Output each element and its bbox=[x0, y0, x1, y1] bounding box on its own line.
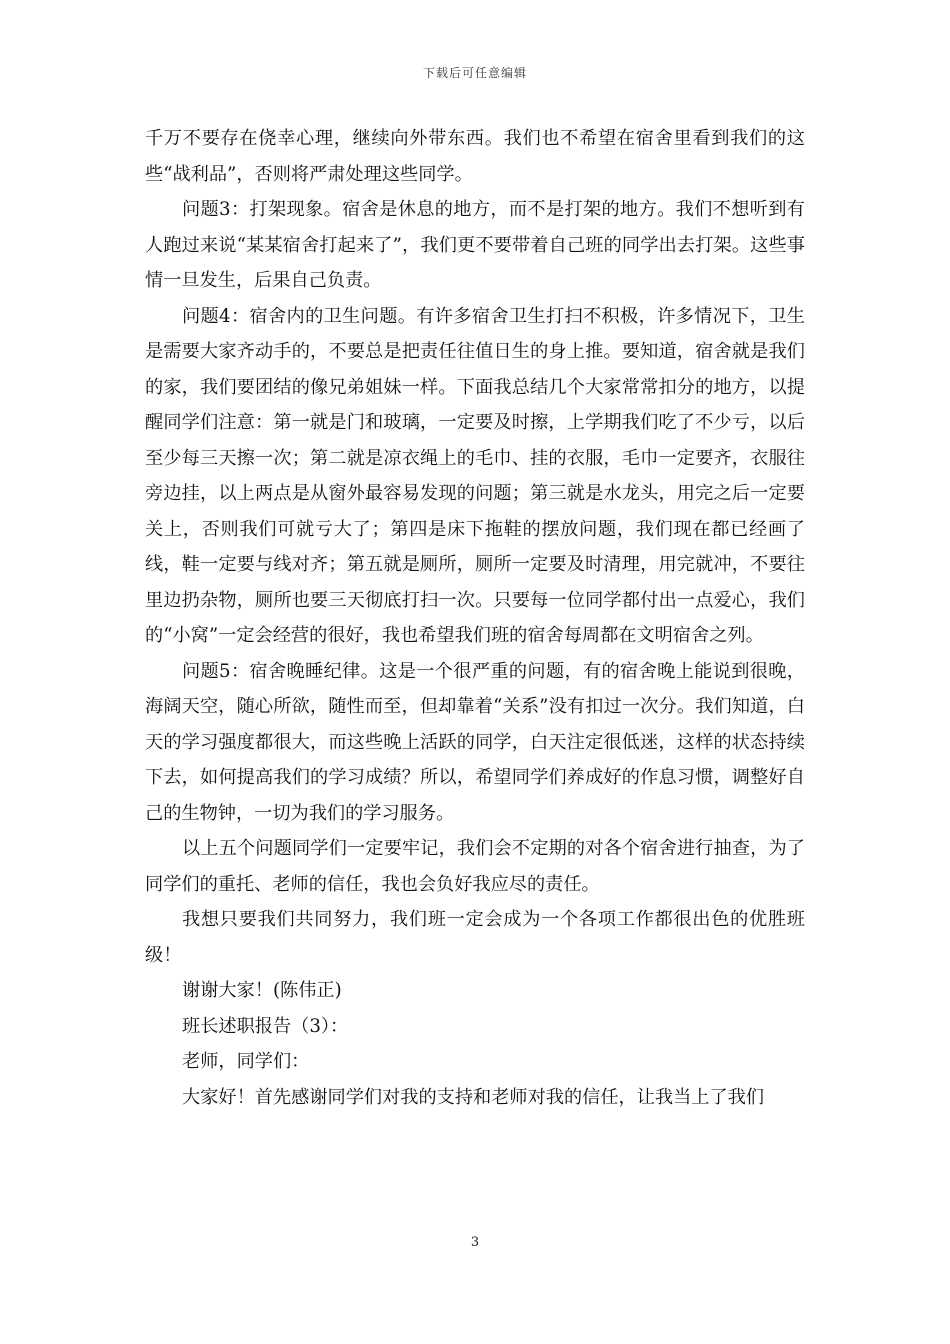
paragraph-10: 大家好！首先感谢同学们对我的支持和老师对我的信任，让我当上了我们 bbox=[182, 1086, 765, 1108]
document-body bbox=[145, 121, 805, 1115]
paragraph-2: 问题3：打架现象。宿舍是休息的地方，而不是打架的地方。我们不想听到有人跑过来说“某某宿舍打起来了”，我们更不要带着自己班的同学出去打架。这些事情一旦发生，后果自己负责。 bbox=[145, 199, 805, 291]
paragraph-9: 老师，同学们： bbox=[182, 1051, 310, 1072]
paragraph-4: 问题5：宿舍晚睡纪律。这是一个很严重的问题，有的宿舍晚上能说到很晚，海阔天空，随心所欲，随性而至，但却靠着“关系”没有扣过一次分。我们知道，白天的学习强度都很大，而这些晚上活跃的同学，白天注定很低迷，这样的状态持续下去，如何提高我们的学习成绩？所以，希望同学们养成好的作息习惯，调整好自己的生物钟，一切为我们的学习服务。 bbox=[145, 660, 805, 824]
paragraph-3: 问题4：宿舍内的卫生问题。有许多宿舍卫生打扫不积极，许多情况下，卫生是需要大家齐动手的，不要总是把责任往值日生的身上推。要知道，宿舍就是我们的家，我们要团结的像兄弟姐妹一样。下面我总结几个大家常常扣分的地方，以提醒同学们注意：第一就是门和玻璃，一定要及时擦，上学期我们吃了不少亏，以后至少每三天擦一次；第二就是凉衣绳上的毛巾、挂的衣服，毛巾一定要齐，衣服往旁边挂，以上两点是从窗外最容易发现的问题；第三就是水龙头，用完之后一定要关上，否则我们可就亏大了；第四是床下拖鞋的摆放问题，我们现在都已经画了线，鞋一定要与线对齐；第五就是厕所，厕所一定要及时清理，用完就冲，不要往里边扔杂物，厕所也要三天彻底打扫一次。只要每一位同学都付出一点爱心，我们的“小窝”一定会经营的很好，我也希望我们班的宿舍每周都在文明宿舍之列。 bbox=[145, 305, 805, 646]
page-header: 下载后可任意编辑 bbox=[422, 66, 527, 80]
paragraph-7: 谢谢大家！(陈伟正) bbox=[182, 980, 342, 1001]
paragraph-8: 班长述职报告（3）： bbox=[182, 1015, 349, 1037]
paragraph-5: 以上五个问题同学们一定要牢记，我们会不定期的对各个宿舍进行抽查，为了同学们的重托、老师的信任，我也会负好我应尽的责任。 bbox=[145, 838, 805, 895]
paragraph-1: 千万不要存在侥幸心理，继续向外带东西。我们也不希望在宿舍里看到我们的这些“战利品”，否则将严肃处理这些同学。 bbox=[145, 128, 805, 185]
paragraph-6: 我想只要我们共同努力，我们班一定会成为一个各项工作都很出色的优胜班级！ bbox=[145, 909, 805, 966]
page-number: 3 bbox=[470, 1235, 480, 1250]
